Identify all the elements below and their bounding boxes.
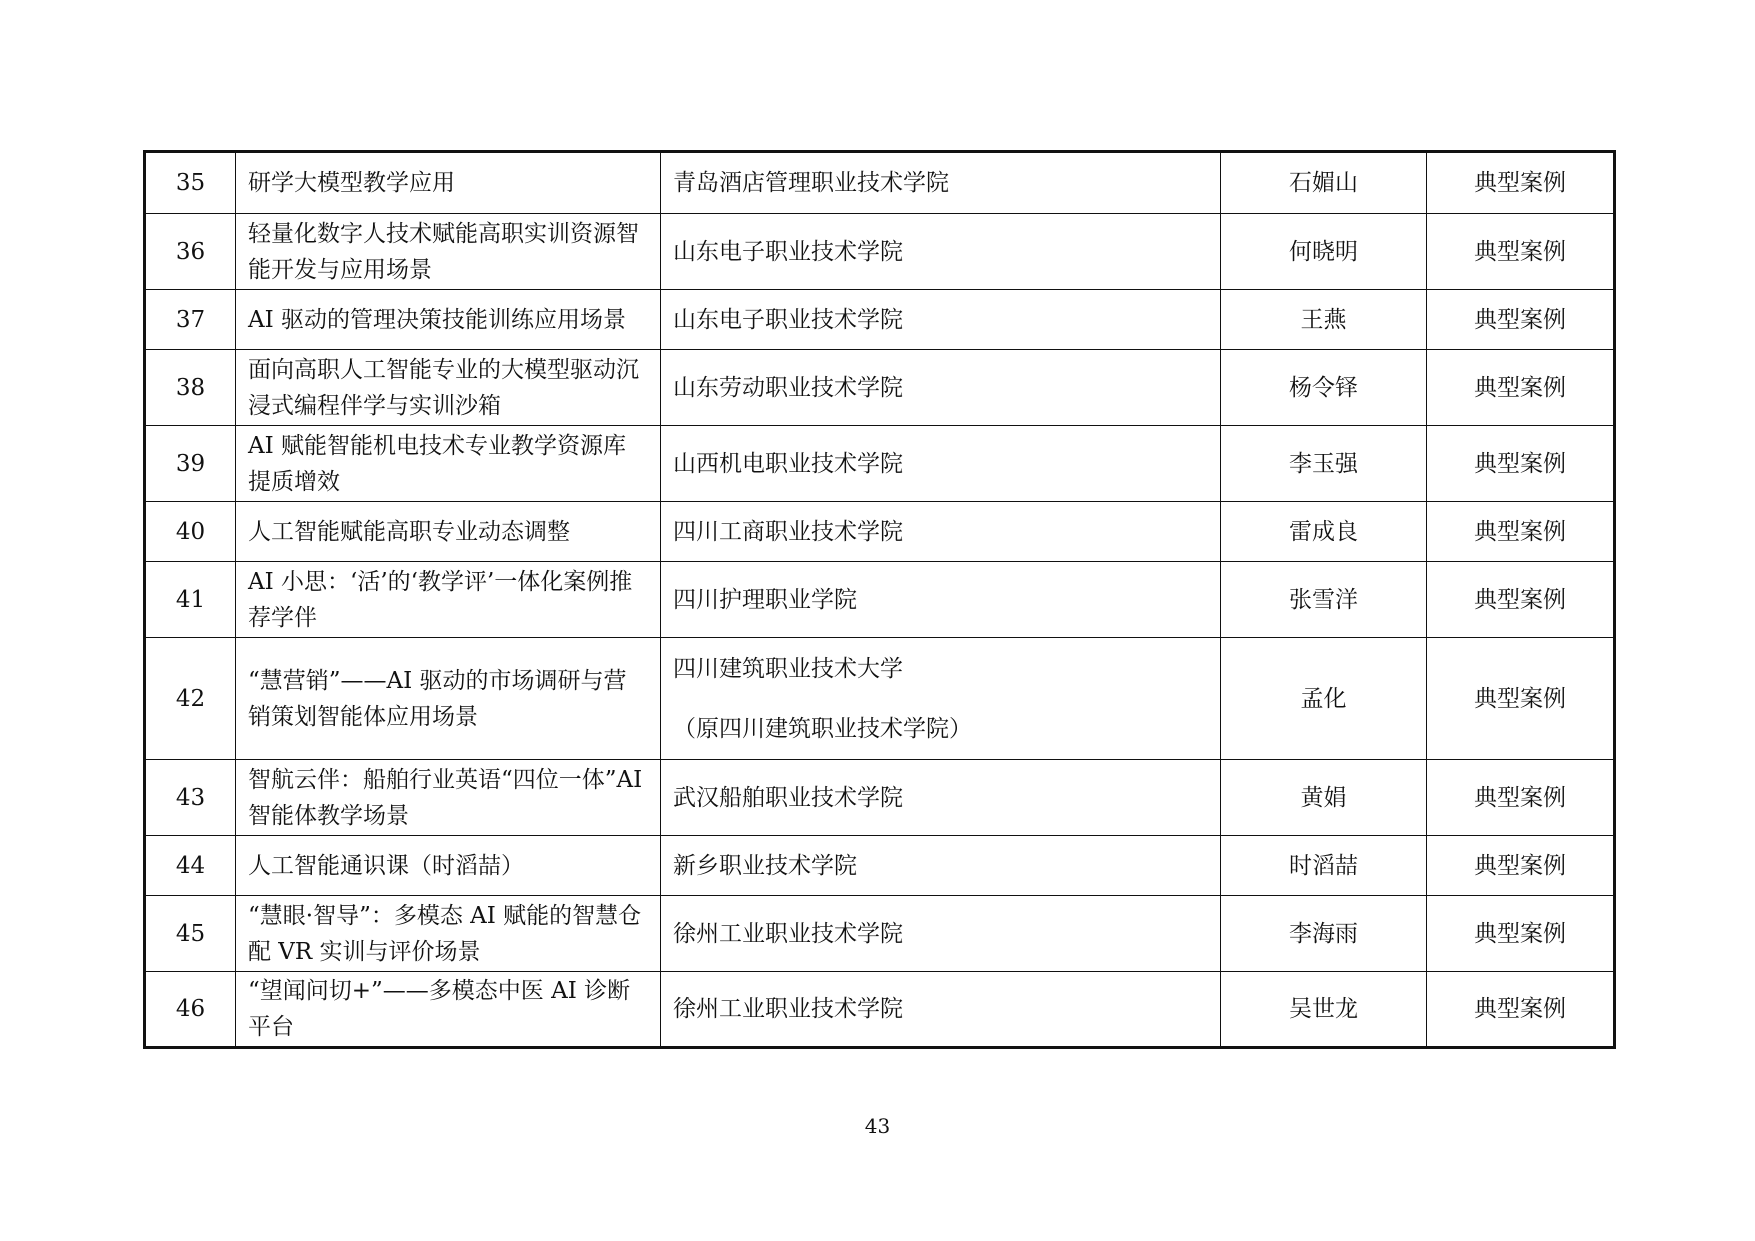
- person-cell: 李玉强: [1221, 426, 1427, 502]
- category-cell: 典型案例: [1427, 290, 1615, 350]
- row-number-cell: 45: [145, 896, 236, 972]
- case-title-cell: 智航云伴：船舶行业英语“四位一体”AI 智能体教学场景: [236, 760, 661, 836]
- row-number-cell: 37: [145, 290, 236, 350]
- case-title-cell: 面向高职人工智能专业的大模型驱动沉浸式编程伴学与实训沙箱: [236, 350, 661, 426]
- institution-cell: [661, 502, 1221, 562]
- table-row: [145, 562, 1615, 638]
- table-row: [145, 972, 1615, 1048]
- institution-name: 山东电子职业技术学院: [673, 306, 903, 333]
- institution-name: 山东劳动职业技术学院: [673, 374, 903, 401]
- case-title-cell: “慧眼·智导”：多模态 AI 赋能的智慧仓配 VR 实训与评价场景: [236, 896, 661, 972]
- category-cell: 典型案例: [1427, 638, 1615, 760]
- table-row: [145, 638, 1615, 760]
- institution-name: 新乡职业技术学院: [673, 852, 857, 879]
- institution-cell: [661, 638, 1221, 760]
- institution-name: 徐州工业职业技术学院: [673, 996, 903, 1022]
- category-cell: 典型案例: [1427, 502, 1615, 562]
- category-cell: 典型案例: [1427, 972, 1615, 1048]
- row-number-cell: 44: [145, 836, 236, 896]
- institution-name: 山西机电职业技术学院: [673, 450, 903, 477]
- person-cell: 时滔喆: [1221, 836, 1427, 896]
- institution-cell: [661, 426, 1221, 502]
- institution-cell: [661, 562, 1221, 638]
- table-row: [145, 896, 1615, 972]
- category-cell: 典型案例: [1427, 760, 1615, 836]
- row-number-cell: 39: [145, 426, 236, 502]
- person-cell: 石媚山: [1221, 152, 1427, 214]
- category-cell: 典型案例: [1427, 152, 1615, 214]
- category-cell: 典型案例: [1427, 896, 1615, 972]
- person-cell: 黄娟: [1221, 760, 1427, 836]
- person-cell: 李海雨: [1221, 896, 1427, 972]
- category-cell: 典型案例: [1427, 350, 1615, 426]
- institution-cell: [661, 290, 1221, 350]
- page-number: 43: [864, 1114, 891, 1138]
- table-row: [145, 152, 1615, 214]
- case-title-cell: AI 赋能智能机电技术专业教学资源库提质增效: [236, 426, 661, 502]
- case-title-cell: 轻量化数字人技术赋能高职实训资源智能开发与应用场景: [236, 214, 661, 290]
- case-list-table: [143, 150, 1616, 1049]
- person-cell: 孟化: [1221, 638, 1427, 760]
- institution-name: 青岛酒店管理职业技术学院: [673, 170, 949, 196]
- category-cell: 典型案例: [1427, 214, 1615, 290]
- table-row: [145, 350, 1615, 426]
- institution-name: 四川工商职业技术学院: [673, 518, 903, 545]
- table-row: [145, 214, 1615, 290]
- row-number-cell: 41: [145, 562, 236, 638]
- case-title-cell: 研学大模型教学应用: [236, 152, 661, 214]
- person-cell: 王燕: [1221, 290, 1427, 350]
- institution-cell: [661, 152, 1221, 214]
- category-cell: 典型案例: [1427, 836, 1615, 896]
- table-row: [145, 290, 1615, 350]
- case-title-cell: “慧营销”——AI 驱动的市场调研与营销策划智能体应用场景: [236, 638, 661, 760]
- case-title-cell: AI 小思：‘活’的‘教学评’一体化案例推荐学伴: [236, 562, 661, 638]
- category-cell: 典型案例: [1427, 562, 1615, 638]
- row-number-cell: 40: [145, 502, 236, 562]
- row-number-cell: 46: [145, 972, 236, 1048]
- row-number-cell: 38: [145, 350, 236, 426]
- table-body: [145, 152, 1615, 1048]
- institution-name: 四川护理职业学院: [673, 586, 857, 613]
- institution-name: 武汉船舶职业技术学院: [673, 784, 903, 811]
- person-cell: 吴世龙: [1221, 972, 1427, 1048]
- institution-name: （原四川建筑职业技术学院）: [673, 715, 972, 742]
- person-cell: 张雪洋: [1221, 562, 1427, 638]
- table-row: [145, 502, 1615, 562]
- row-number-cell: 43: [145, 760, 236, 836]
- institution-name: 徐州工业职业技术学院: [673, 920, 903, 947]
- row-number-cell: 35: [145, 152, 236, 214]
- case-title-cell: “望闻问切+”——多模态中医 AI 诊断平台: [236, 972, 661, 1048]
- institution-cell: [661, 896, 1221, 972]
- row-number-cell: 36: [145, 214, 236, 290]
- person-cell: 杨令铎: [1221, 350, 1427, 426]
- institution-cell: [661, 214, 1221, 290]
- institution-name: 四川建筑职业技术大学: [673, 655, 903, 682]
- table-row: [145, 836, 1615, 896]
- case-title-cell: AI 驱动的管理决策技能训练应用场景: [236, 290, 661, 350]
- person-cell: 雷成良: [1221, 502, 1427, 562]
- institution-cell: [661, 836, 1221, 896]
- institution-cell: [661, 350, 1221, 426]
- row-number-cell: 42: [145, 638, 236, 760]
- institution-cell: [661, 760, 1221, 836]
- category-cell: 典型案例: [1427, 426, 1615, 502]
- person-cell: 何晓明: [1221, 214, 1427, 290]
- table-row: [145, 426, 1615, 502]
- case-title-cell: 人工智能通识课（时滔喆）: [236, 836, 661, 896]
- institution-cell: [661, 972, 1221, 1048]
- table-row: [145, 760, 1615, 836]
- case-title-cell: 人工智能赋能高职专业动态调整: [236, 502, 661, 562]
- institution-name: 山东电子职业技术学院: [673, 238, 903, 265]
